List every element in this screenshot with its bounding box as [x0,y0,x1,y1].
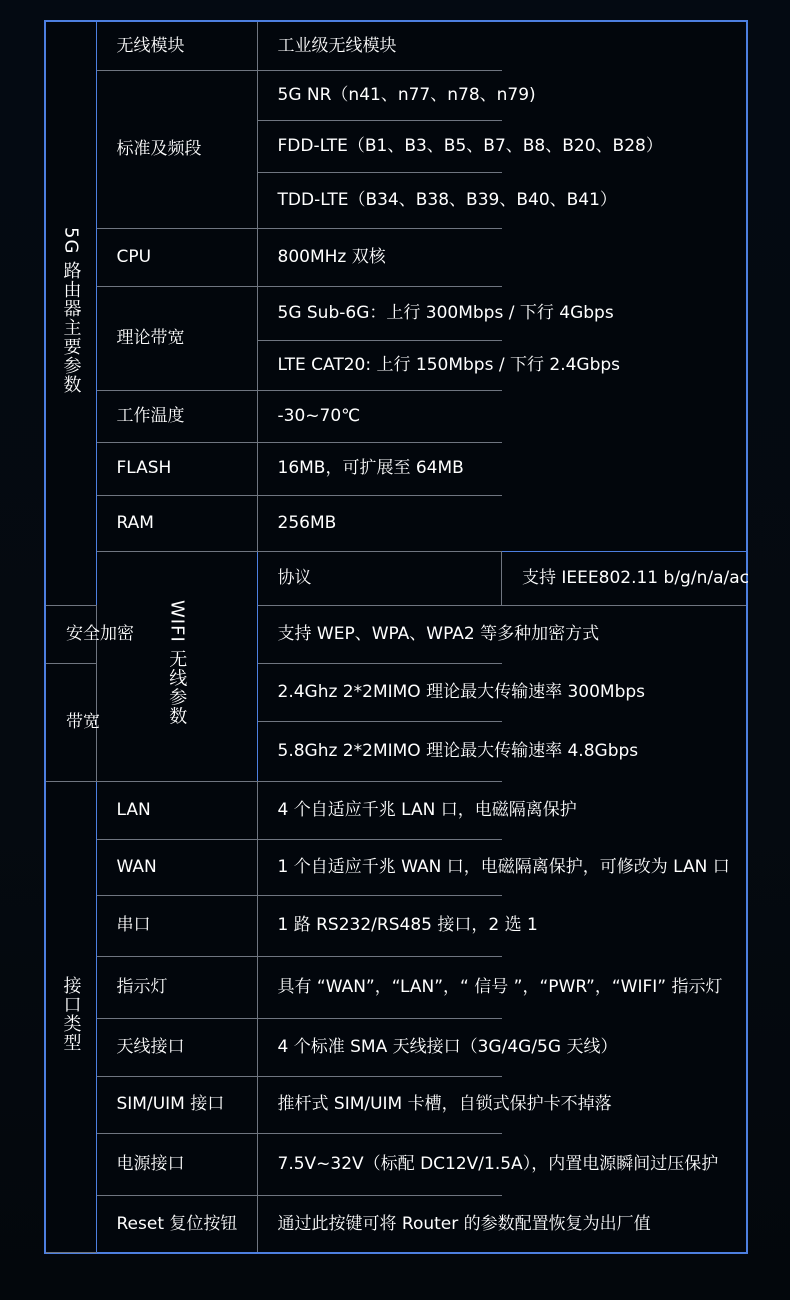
spec-table [44,20,748,1254]
row-value: 支持 WEP、WPA、WPA2 等多种加密方式 [257,605,502,663]
row-value: 支持 IEEE802.11 b/g/n/a/ac [502,551,747,605]
row-label: CPU [96,228,257,286]
row-value: FDD-LTE（B1、B3、B5、B7、B8、B20、B28） [257,120,502,172]
row-value: 推杆式 SIM/UIM 卡槽，自锁式保护卡不掉落 [257,1076,502,1133]
row-label: 串口 [96,895,257,956]
row-label: 天线接口 [96,1018,257,1076]
row-value: 5G NR（n41、n77、n78、n79) [257,70,502,120]
row-value: 工业级无线模块 [257,22,502,70]
row-value: -30~70℃ [257,390,502,442]
spec-grid [46,22,749,1253]
row-label: 理论带宽 [96,286,257,390]
row-value: 800MHz 双核 [257,228,502,286]
row-label: 协议 [257,551,502,605]
section-title-wifi: WIFI 无线参数 [96,551,257,781]
row-value: 4 个标准 SMA 天线接口（3G/4G/5G 天线） [257,1018,502,1076]
row-label: 无线模块 [96,22,257,70]
row-label: WAN [96,839,257,895]
row-label: RAM [96,495,257,551]
row-label: 标准及频段 [96,70,257,228]
row-value: 256MB [257,495,502,551]
spec-body [46,22,749,1252]
section-title-interfaces: 接口类型 [46,781,96,1252]
row-value: 1 个自适应千兆 WAN 口，电磁隔离保护，可修改为 LAN 口 [257,839,502,895]
row-value: TDD-LTE（B34、B38、B39、B40、B41） [257,172,502,228]
row-value: LTE CAT20: 上行 150Mbps / 下行 2.4Gbps [257,340,502,390]
row-label: 带宽 [46,663,96,781]
row-value: 通过此按键可将 Router 的参数配置恢复为出厂值 [257,1195,502,1252]
row-label: Reset 复位按钮 [96,1195,257,1252]
row-value: 4 个自适应千兆 LAN 口，电磁隔离保护 [257,781,502,839]
row-value: 2.4Ghz 2*2MIMO 理论最大传输速率 300Mbps [257,663,502,721]
row-label: 电源接口 [96,1133,257,1195]
row-label: 指示灯 [96,956,257,1018]
row-label: LAN [96,781,257,839]
row-value: 16MB，可扩展至 64MB [257,442,502,495]
row-value: 5G Sub-6G：上行 300Mbps / 下行 4Gbps [257,286,502,340]
row-label: 工作温度 [96,390,257,442]
row-label: SIM/UIM 接口 [96,1076,257,1133]
section-title-5g-router: 5G 路由器主要参数 [46,22,96,605]
row-value: 具有 “WAN”，“LAN”，“ 信号 ”，“PWR”，“WIFI” 指示灯 [257,956,502,1018]
row-value: 1 路 RS232/RS485 接口，2 选 1 [257,895,502,956]
row-value: 7.5V~32V（标配 DC12V/1.5A），内置电源瞬间过压保护 [257,1133,502,1195]
row-label: 安全加密 [46,605,96,663]
row-value: 5.8Ghz 2*2MIMO 理论最大传输速率 4.8Gbps [257,721,502,781]
row-label: FLASH [96,442,257,495]
